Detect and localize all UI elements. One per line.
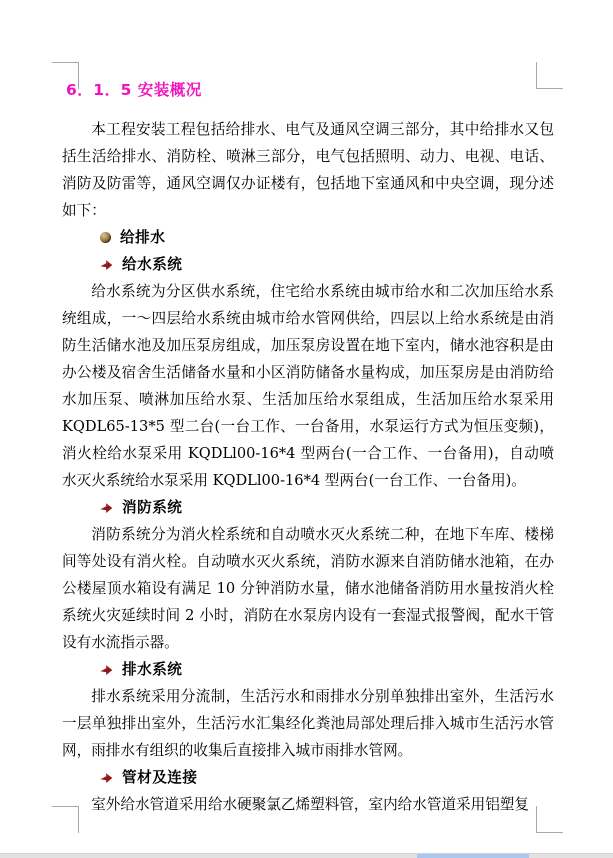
paragraph-water-supply: 给水系统为分区供水系统，住宅给水系统由城市给水和二次加压给水系统组成，一～四层给水系统由城市给水管网供给，四层以上给水系统是由消防生活储水池及加压泵房组成，加压泵房设置在地下室内，储水池容积是由办公楼及宿舍生活储备水量和小区消防储备水量构成，加压泵房是由消防给水加压泵、喷淋加压给水泵、生活加压给水泵组成，生活加压给水泵采用 KQDL65-13*5 型二台(一台工作、一台备用，水泵运行方式为恒压变频)，消火栓给水泵采用 KQDLl00-16*4 型两台(一合工作、一台备用)，自动喷水灭火系统给水泵采用 KQDLl00-16*4 型两台(一台工作、一台备用)。 [62, 283, 554, 489]
page-title: 6．1．5 安装概况 [66, 81, 202, 99]
list-item-water-drainage [62, 224, 554, 251]
paragraph-drainage: 排水系统采用分流制，生活污水和雨排水分别单独排出室外，生活污水一层单独排出室外，生活污水汇集经化粪池局部处理后排入城市生活污水管网，雨排水有组织的收集后直接排入城市雨排水管网。 [62, 688, 554, 759]
list-item-fire-system [62, 494, 554, 521]
list-item-label: 消防系统 [122, 499, 183, 516]
arrow-bullet-icon [100, 664, 113, 677]
paragraph-intro: 本工程安装工程包括给排水、电气及通风空调三部分，其中给排水又包括生活给排水、消防栓、喷淋三部分，电气包括照明、动力、电视、电话、消防及防雷等，通风空调仅办证楼有，包括地下室通风和中央空调，现分述如下： [62, 121, 554, 219]
list-item-label: 给水系统 [122, 256, 183, 273]
list-item-label: 管材及连接 [122, 769, 198, 786]
list-item-label: 给排水 [120, 229, 166, 246]
list-item-water-supply [62, 251, 554, 278]
list-item-drainage [62, 656, 554, 683]
arrow-bullet-icon [100, 772, 113, 785]
sphere-bullet-icon [100, 232, 111, 243]
list-item-pipe-material [62, 764, 554, 791]
arrow-bullet-icon [100, 259, 113, 272]
document-content [62, 78, 554, 818]
scrollbar-thumb[interactable] [417, 854, 529, 858]
list-item-label: 排水系统 [122, 661, 183, 678]
horizontal-scrollbar[interactable] [0, 853, 613, 858]
arrow-bullet-icon [100, 502, 113, 515]
paragraph-pipe-material: 室外给水管道采用给水硬聚氯乙烯塑料管，室内给水管道采用铝塑复 [91, 796, 530, 813]
paragraph-fire-system: 消防系统分为消火栓系统和自动喷水灭火系统二种，在地下车库、楼梯间等处设有消火栓。自动喷水灭火系统，消防水源来自消防储水池箱，在办公楼屋顶水箱设有满足 10 分钟消防水量，储水池储备消防用水量按消火栓系统火灾延续时间 2 小时，消防在水泵房内设有一套湿式报警阀，配水干管设有水流指示器。 [62, 526, 554, 651]
